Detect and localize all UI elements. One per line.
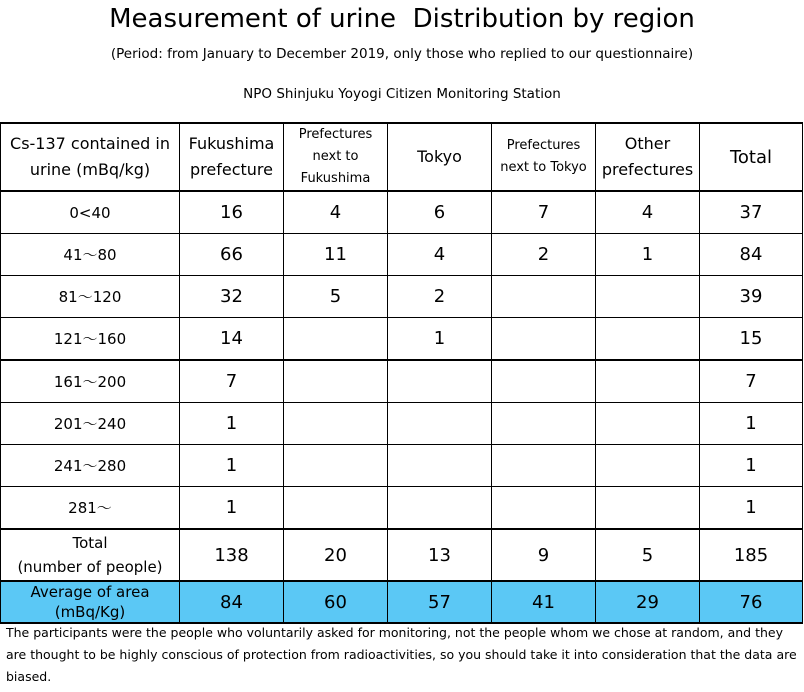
next-fukushima-cell: 5 (284, 276, 388, 318)
next-fukushima-cell (284, 360, 388, 403)
total-cell: 39 (700, 276, 803, 318)
header-fukushima-line2: prefecture (190, 160, 273, 179)
range-cell: 81～120 (1, 276, 180, 318)
table-row (1, 360, 803, 403)
average-other-cell: 29 (596, 581, 700, 623)
range-cell: 0<40 (1, 191, 180, 234)
fukushima-cell: 66 (180, 234, 284, 276)
total-row-label-line1: Total (72, 534, 108, 552)
table-row (1, 445, 803, 487)
tokyo-cell: 6 (388, 191, 492, 234)
other-cell (596, 276, 700, 318)
header-next-tokyo (492, 123, 596, 191)
period-subtitle: (Period: from January to December 2019, only those who replied to our questionnaire) (110, 46, 694, 62)
header-range-line1: Cs-137 contained in (10, 134, 170, 153)
total-row-label-line2: (number of people) (17, 558, 163, 576)
disclaimer-note: The participants were the people who voluntarily asked for monitoring, not the people whom we chose at random, and they are thought to be highly conscious of protection from radioactivities, so you should take it into consideration that the data are biased. (6, 625, 797, 684)
header-range (1, 123, 180, 191)
next-tokyo-cell (492, 360, 596, 403)
header-total (700, 123, 803, 191)
next-tokyo-cell: 7 (492, 191, 596, 234)
other-cell: 4 (596, 191, 700, 234)
next-tokyo-cell: 2 (492, 234, 596, 276)
range-cell: 201～240 (1, 403, 180, 445)
table-row (1, 191, 803, 234)
table-row (1, 276, 803, 318)
total-total-cell: 185 (700, 529, 803, 581)
total-row-label (1, 529, 180, 581)
header-fukushima (180, 123, 284, 191)
fukushima-cell: 7 (180, 360, 284, 403)
total-cell: 7 (700, 360, 803, 403)
next-tokyo-cell (492, 276, 596, 318)
fukushima-cell: 32 (180, 276, 284, 318)
average-row-label-line2: (mBq/Kg) (54, 603, 126, 621)
total-cell: 1 (700, 445, 803, 487)
average-next-tokyo-cell: 41 (492, 581, 596, 623)
fukushima-cell: 1 (180, 403, 284, 445)
next-fukushima-cell (284, 403, 388, 445)
total-tokyo-cell: 13 (388, 529, 492, 581)
total-next-tokyo-cell: 9 (492, 529, 596, 581)
range-cell: 161～200 (1, 360, 180, 403)
station-name: NPO Shinjuku Yoyogi Citizen Monitoring Station (243, 86, 561, 102)
total-cell: 37 (700, 191, 803, 234)
total-fukushima-cell: 138 (180, 529, 284, 581)
range-cell: 121～160 (1, 318, 180, 361)
average-row-label-line1: Average of area (30, 583, 150, 601)
other-cell (596, 318, 700, 361)
tokyo-cell: 1 (388, 318, 492, 361)
fukushima-cell: 16 (180, 191, 284, 234)
total-cell: 1 (700, 403, 803, 445)
next-fukushima-cell: 11 (284, 234, 388, 276)
distribution-table (0, 122, 803, 624)
range-cell: 241～280 (1, 445, 180, 487)
table-row (1, 487, 803, 530)
average-total-cell: 76 (700, 581, 803, 623)
header-other-line1: Other (624, 134, 671, 153)
header-tokyo-label: Tokyo (417, 147, 462, 166)
total-cell: 15 (700, 318, 803, 361)
tokyo-cell (388, 403, 492, 445)
tokyo-cell: 2 (388, 276, 492, 318)
range-cell: 41～80 (1, 234, 180, 276)
total-cell: 1 (700, 487, 803, 530)
header-tokyo (388, 123, 492, 191)
header-next-fukushima-line2: next to (312, 149, 359, 164)
header-next-fukushima-line3: Fukushima (300, 171, 371, 186)
average-row-label (1, 581, 180, 623)
average-row (1, 581, 803, 623)
next-fukushima-cell: 4 (284, 191, 388, 234)
other-cell (596, 403, 700, 445)
header-next-fukushima-line1: Prefectures (298, 127, 373, 142)
next-fukushima-cell (284, 445, 388, 487)
page-title: Measurement of urine Distribution by region (109, 4, 695, 34)
next-fukushima-cell (284, 487, 388, 530)
header-next-fukushima (284, 123, 388, 191)
next-tokyo-cell (492, 445, 596, 487)
table-row (1, 234, 803, 276)
header-total-label: Total (729, 146, 773, 168)
tokyo-cell (388, 487, 492, 530)
range-cell: 281～ (1, 487, 180, 530)
tokyo-cell (388, 445, 492, 487)
next-tokyo-cell (492, 403, 596, 445)
fukushima-cell: 14 (180, 318, 284, 361)
table-row (1, 403, 803, 445)
other-cell (596, 360, 700, 403)
header-other-line2: prefectures (601, 160, 694, 179)
other-cell (596, 487, 700, 530)
header-row (1, 123, 803, 191)
tokyo-cell: 4 (388, 234, 492, 276)
other-cell (596, 445, 700, 487)
tokyo-cell (388, 360, 492, 403)
next-tokyo-cell (492, 487, 596, 530)
header-fukushima-line1: Fukushima (188, 134, 275, 153)
total-next-fukushima-cell: 20 (284, 529, 388, 581)
next-fukushima-cell (284, 318, 388, 361)
average-next-fukushima-cell: 60 (284, 581, 388, 623)
fukushima-cell: 1 (180, 445, 284, 487)
header-next-tokyo-line1: Prefectures (506, 138, 581, 153)
total-other-cell: 5 (596, 529, 700, 581)
total-row (1, 529, 803, 581)
next-tokyo-cell (492, 318, 596, 361)
average-tokyo-cell: 57 (388, 581, 492, 623)
table-row (1, 318, 803, 361)
other-cell: 1 (596, 234, 700, 276)
header-range-line2: urine (mBq/kg) (29, 160, 151, 179)
header-other (596, 123, 700, 191)
header-next-tokyo-line2: next to Tokyo (500, 160, 587, 175)
average-fukushima-cell: 84 (180, 581, 284, 623)
fukushima-cell: 1 (180, 487, 284, 530)
total-cell: 84 (700, 234, 803, 276)
